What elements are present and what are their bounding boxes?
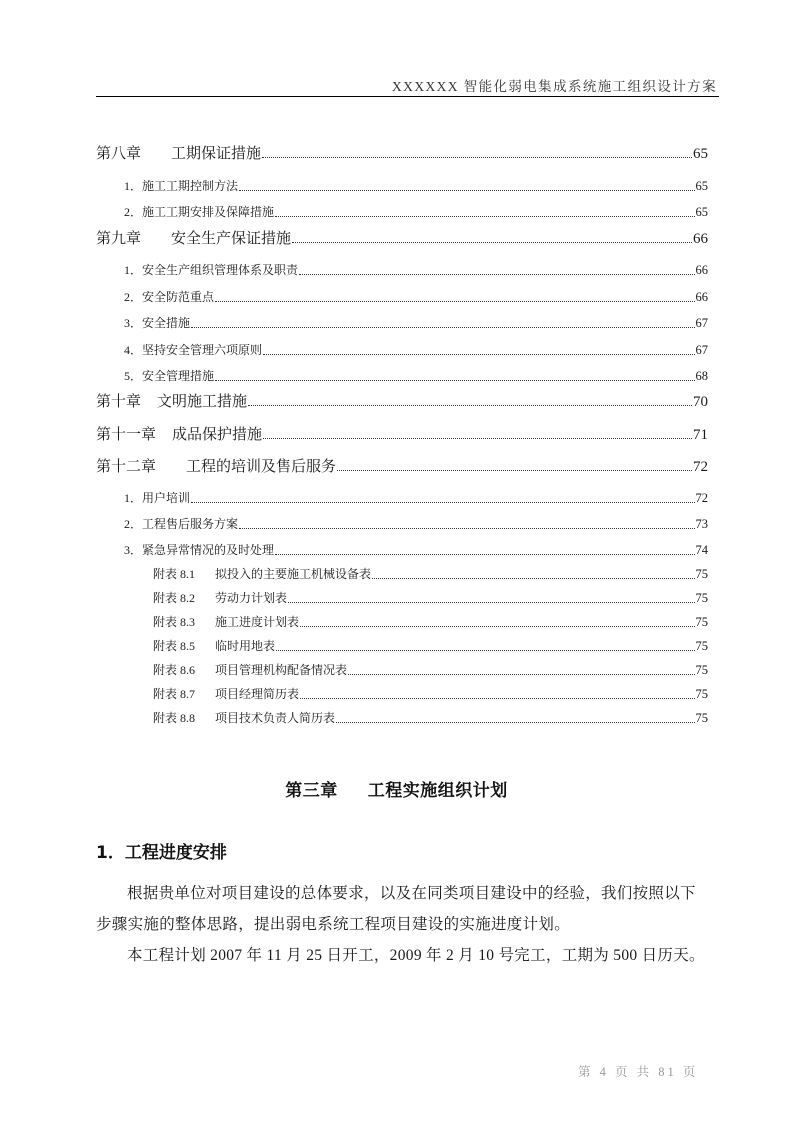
dot-leader [300, 698, 694, 699]
toc-entry[interactable] [153, 685, 708, 702]
toc-entry-title: 项目技术负责人简历表 [215, 711, 336, 725]
toc-entry[interactable] [96, 423, 708, 444]
toc-entry-label [124, 288, 214, 305]
section-heading: 1．工程进度安排 [96, 843, 227, 863]
toc-page-number: 75 [695, 711, 708, 725]
toc-entry-label [124, 367, 214, 384]
dot-leader [292, 242, 692, 243]
toc-entry-prefix: 第十二章 [96, 459, 157, 475]
toc-page-number: 68 [695, 369, 708, 383]
toc-entry-label [153, 613, 299, 630]
document-title: XXXXXX 智能化弱电集成系统施工组织设计方案 [392, 79, 717, 94]
toc-entry-label [153, 709, 335, 726]
toc-entry[interactable] [124, 341, 708, 358]
toc-entry-title: 安全生产保证措施 [171, 231, 292, 247]
dot-leader [215, 380, 694, 381]
toc-entry-prefix: 3． [124, 543, 143, 557]
toc-page-number: 67 [695, 343, 708, 357]
toc-page-number: 70 [693, 394, 708, 410]
dot-leader [263, 354, 694, 355]
toc-entry-prefix: 1． [124, 491, 143, 505]
toc-entry-prefix: 2． [124, 290, 143, 304]
toc-entry-title: 工程售后服务方案 [142, 517, 239, 531]
toc-entry[interactable] [153, 709, 708, 726]
dot-leader [239, 190, 694, 191]
toc-entry-prefix: 附表 8.6 [153, 663, 196, 677]
toc-entry-label [153, 685, 299, 702]
body-paragraph-2: 本工程计划 2007 年 11 月 25 日开工，2009 年 2 月 10 号完工，工期为 500 日历天。 [127, 947, 705, 964]
toc-page-number: 72 [695, 491, 708, 505]
dot-leader [191, 502, 694, 503]
dot-leader [275, 216, 694, 217]
paragraph-line: 根据贵单位对项目建设的总体要求，以及在同类项目建设中的经验，我们按照以下 [127, 885, 696, 902]
dot-leader [288, 602, 694, 603]
dot-leader [191, 327, 694, 328]
chapter-heading [0, 776, 793, 801]
toc-entry-label [124, 177, 238, 194]
toc-entry-title: 劳动力计划表 [215, 591, 288, 605]
toc-entry-title: 项目管理机构配备情况表 [215, 663, 348, 677]
chapter-title: 工程实施组织计划 [367, 781, 508, 801]
toc-entry[interactable] [96, 142, 708, 163]
toc-entry[interactable] [96, 227, 708, 248]
page-number: 第 4 页 共 81 页 [578, 1065, 699, 1079]
toc-entry-prefix: 3． [124, 316, 143, 330]
toc-page-number: 66 [695, 290, 708, 304]
paragraph-line: 步骤实施的整体思路，提出弱电系统工程项目建设的实施进度计划。 [96, 916, 571, 933]
toc-entry-label [96, 227, 291, 248]
toc-entry[interactable] [124, 515, 708, 532]
toc-entry-prefix: 4． [124, 343, 143, 357]
toc-entry-label [96, 142, 261, 163]
toc-entry-label [96, 423, 262, 444]
toc-entry-prefix: 附表 8.8 [153, 711, 196, 725]
toc-page-number: 75 [695, 567, 708, 581]
toc-entry-label [124, 261, 298, 278]
dot-leader [336, 722, 694, 723]
toc-entry[interactable] [124, 314, 708, 331]
toc-entry-prefix: 5． [124, 369, 143, 383]
toc-entry[interactable] [124, 489, 708, 506]
dot-leader [299, 274, 694, 275]
dot-leader [263, 438, 692, 439]
toc-page-number: 75 [695, 615, 708, 629]
body-paragraph-1 [96, 878, 719, 940]
toc-entry-prefix: 附表 8.3 [153, 615, 196, 629]
dot-leader [248, 405, 692, 406]
toc-page-number: 73 [695, 517, 708, 531]
toc-entry-title: 工程的培训及售后服务 [186, 459, 337, 475]
toc-entry[interactable] [153, 565, 708, 582]
toc-page-number: 66 [693, 231, 708, 247]
toc-entry-prefix: 2． [124, 517, 143, 531]
toc-page-number: 72 [693, 459, 708, 475]
toc-entry-title: 成品保护措施 [172, 427, 263, 443]
toc-entry[interactable] [153, 661, 708, 678]
toc-page-number: 71 [693, 427, 708, 443]
toc-page-number: 65 [695, 205, 708, 219]
toc-entry-prefix: 2． [124, 205, 143, 219]
toc-page-number: 65 [693, 146, 708, 162]
toc-entry-title: 施工工期控制方法 [142, 179, 239, 193]
toc-entry-prefix: 1． [124, 263, 143, 277]
dot-leader [215, 301, 694, 302]
dot-leader [262, 157, 692, 158]
toc-entry-prefix: 第九章 [96, 231, 142, 247]
toc-entry-label [124, 203, 274, 220]
toc-entry-prefix: 附表 8.7 [153, 687, 196, 701]
toc-entry-label [153, 565, 371, 582]
toc-entry-title: 坚持安全管理六项原则 [142, 343, 263, 357]
dot-leader [275, 554, 694, 555]
toc-entry[interactable] [124, 177, 708, 194]
toc-entry[interactable] [153, 637, 708, 654]
toc-page-number: 74 [695, 543, 708, 557]
toc-entry-prefix: 第十章 [96, 394, 142, 410]
toc-entry-title: 文明施工措施 [157, 394, 248, 410]
toc-entry-title: 用户培训 [142, 491, 191, 505]
toc-entry-label [153, 589, 287, 606]
toc-entry[interactable] [96, 390, 708, 411]
toc-entry-label [124, 489, 190, 506]
toc-entry-prefix: 附表 8.1 [153, 567, 196, 581]
dot-leader [372, 578, 694, 579]
toc-entry-prefix: 1． [124, 179, 143, 193]
dot-leader [348, 674, 694, 675]
toc-entry[interactable] [153, 613, 708, 630]
dot-leader [239, 528, 694, 529]
toc-entry-label [153, 637, 275, 654]
toc-page-number: 75 [695, 687, 708, 701]
toc-entry[interactable] [96, 455, 708, 476]
toc-entry-title: 项目经理简历表 [215, 687, 300, 701]
toc-page-number: 75 [695, 639, 708, 653]
toc-entry[interactable] [124, 288, 708, 305]
toc-entry-label [153, 661, 347, 678]
toc-page-number: 66 [695, 263, 708, 277]
toc-entry-label [96, 390, 247, 411]
toc-entry[interactable] [124, 541, 708, 558]
toc-entry-prefix: 第八章 [96, 146, 142, 162]
toc-entry[interactable] [153, 589, 708, 606]
toc-entry-title: 施工工期安排及保障措施 [142, 205, 275, 219]
toc-entry-prefix: 附表 8.2 [153, 591, 196, 605]
toc-entry-label [124, 314, 190, 331]
dot-leader [337, 470, 692, 471]
toc-entry[interactable] [124, 261, 708, 278]
toc-entry-title: 临时用地表 [215, 639, 276, 653]
toc-entry-title: 紧急异常情况的及时处理 [142, 543, 275, 557]
toc-entry-title: 安全防范重点 [142, 290, 215, 304]
toc-entry[interactable] [124, 203, 708, 220]
toc-entry-title: 安全管理措施 [142, 369, 215, 383]
toc-page-number: 65 [695, 179, 708, 193]
toc-entry-title: 拟投入的主要施工机械设备表 [215, 567, 372, 581]
toc-page-number: 67 [695, 316, 708, 330]
toc-entry-title: 安全生产组织管理体系及职责 [142, 263, 299, 277]
toc-entry-prefix: 第十一章 [96, 427, 157, 443]
toc-entry-prefix: 附表 8.5 [153, 639, 196, 653]
dot-leader [300, 626, 694, 627]
toc-entry-label [124, 341, 262, 358]
toc-entry-label [96, 455, 336, 476]
toc-entry-title: 施工进度计划表 [215, 615, 300, 629]
toc-entry[interactable] [124, 367, 708, 384]
toc-page-number: 75 [695, 663, 708, 677]
page-header [96, 72, 719, 97]
chapter-number: 第三章 [285, 781, 338, 801]
toc-entry-title: 安全措施 [142, 316, 191, 330]
toc-entry-title: 工期保证措施 [171, 146, 262, 162]
toc-entry-label [124, 515, 238, 532]
toc-page-number: 75 [695, 591, 708, 605]
toc-entry-label [124, 541, 274, 558]
dot-leader [276, 650, 694, 651]
